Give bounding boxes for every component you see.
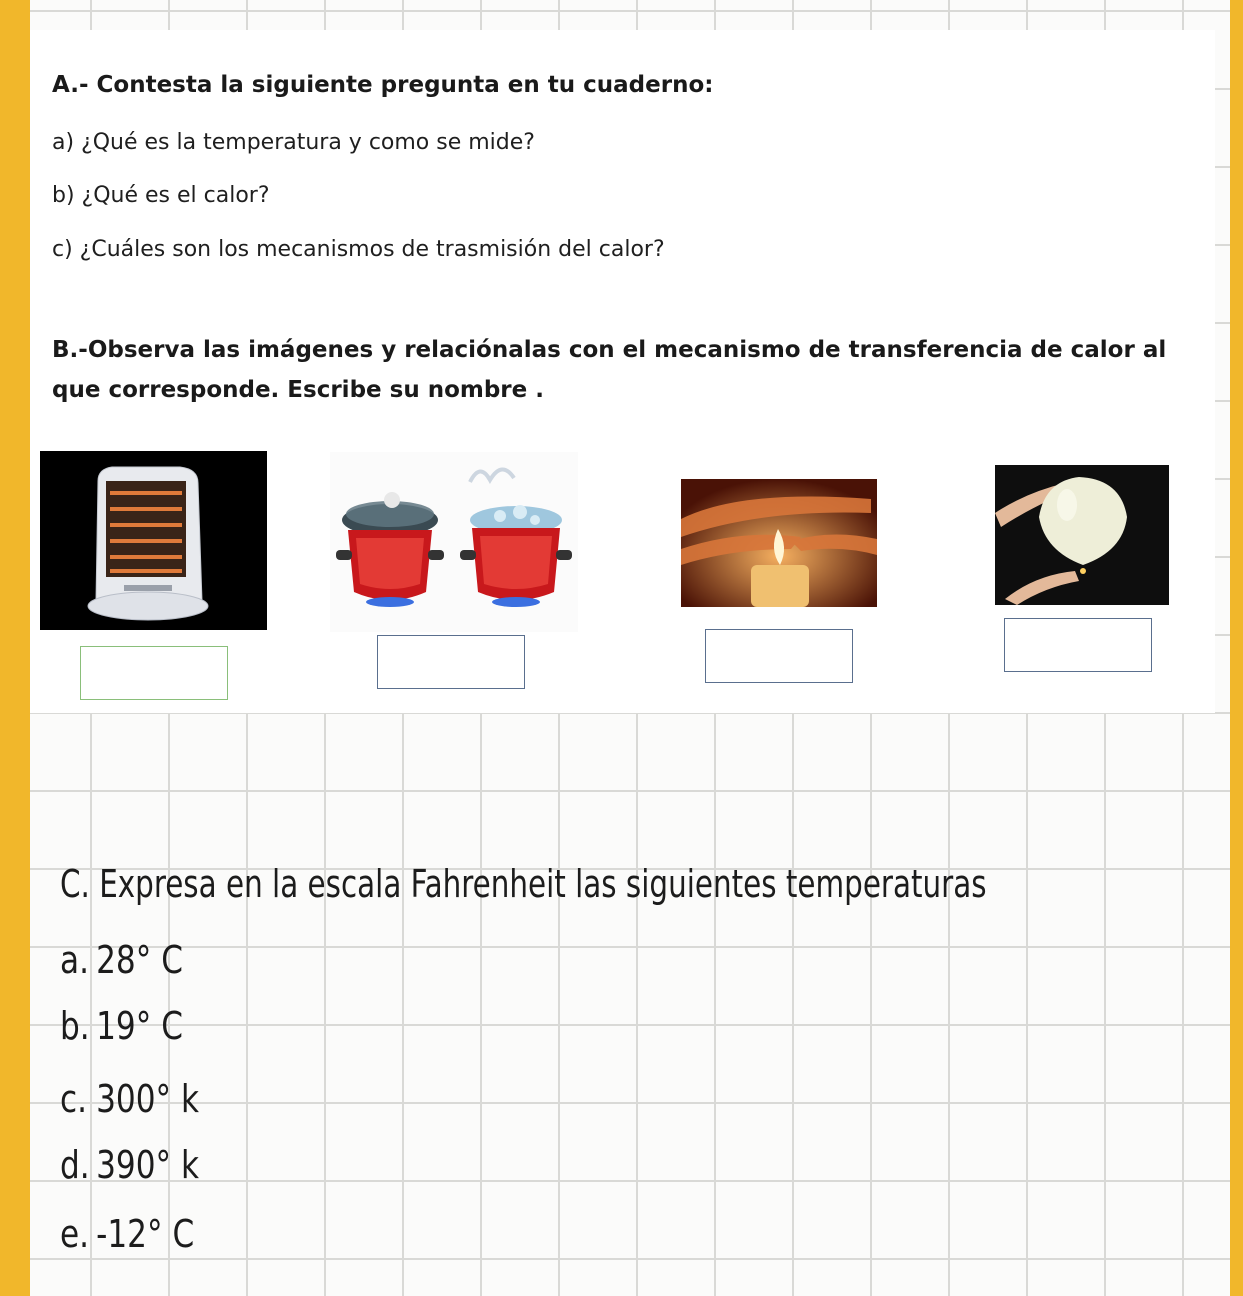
item-letter: b. [60, 1004, 90, 1048]
item-value: 300° k [96, 1077, 200, 1121]
item-letter: a. [60, 938, 90, 982]
question-c: c) ¿Cuáles son los mecanismos de trasmisión del calor? [52, 237, 665, 262]
item-value: 390° k [96, 1143, 200, 1187]
boiling-pots-image [330, 452, 578, 632]
answer-box-candle[interactable] [705, 629, 853, 683]
answer-box-balloon[interactable] [1004, 618, 1152, 672]
answer-box-pots[interactable] [377, 635, 525, 689]
item-value: 19° C [96, 1004, 183, 1048]
temperature-item-b [60, 1004, 183, 1048]
item-letter: d. [60, 1143, 90, 1187]
section-c-title: C. Expresa en la escala Fahrenheit las siguientes temperaturas [60, 862, 987, 906]
answer-box-heater[interactable] [80, 646, 228, 700]
temperature-item-e [60, 1212, 194, 1256]
question-b: b) ¿Qué es el calor? [52, 183, 270, 208]
heater-image [40, 451, 267, 630]
item-letter: e. [60, 1212, 90, 1256]
section-b-title: B.-Observa las imágenes y relaciónalas con el mecanismo de transferencia de calor al que corresponde. Escribe su nombre . [52, 337, 1167, 403]
item-letter: c. [60, 1077, 88, 1121]
question-a: a) ¿Qué es la temperatura y como se mide? [52, 130, 535, 155]
temperature-item-d [60, 1143, 199, 1187]
temperature-item-a [60, 938, 183, 982]
balloon-over-candle-image [995, 465, 1169, 605]
section-a-title: A.- Contesta la siguiente pregunta en tu cuaderno: [52, 72, 714, 98]
item-value: 28° C [96, 938, 183, 982]
item-value: -12° C [96, 1212, 195, 1256]
temperature-item-c [60, 1077, 199, 1121]
hands-over-candle-image [681, 479, 877, 607]
